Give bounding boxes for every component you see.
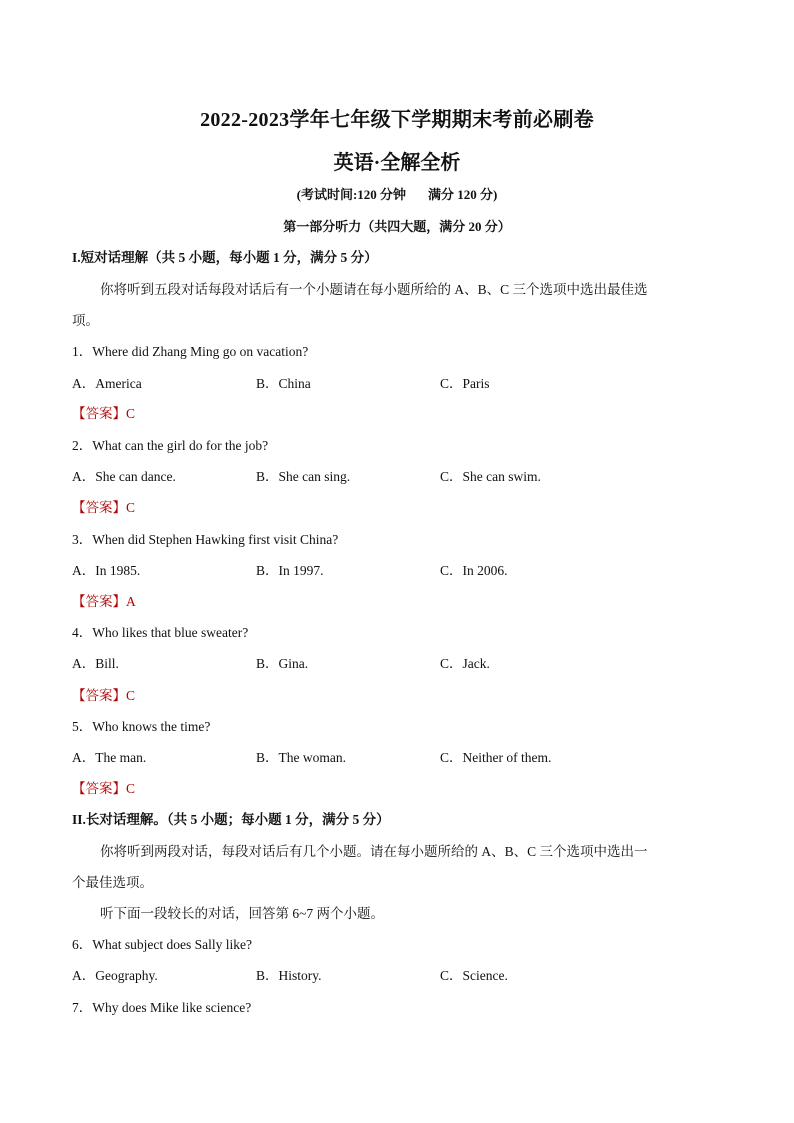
question-6: 6．What subject does Sally like? [72, 937, 252, 952]
question-4: 4．Who likes that blue sweater? [72, 625, 249, 640]
section1-instruction: 你将听到五段对话每段对话后有一个小题请在每小题所给的 A、B、C 三个选项中选出最佳选 [100, 282, 648, 297]
question-3-answer: 【答案】A [72, 594, 136, 609]
question-5-option-b: B．The woman. [256, 750, 346, 765]
question-3-option-b: B．In 1997. [256, 563, 324, 578]
question-1-option-a: A．America [72, 376, 142, 391]
question-2-option-b: B．She can sing. [256, 469, 351, 484]
question-4-option-b: B．Gina. [256, 656, 309, 671]
question-1-answer: 【答案】C [72, 406, 136, 421]
question-3: 3．When did Stephen Hawking first visit China? [72, 532, 339, 547]
section2-heading: II.长对话理解。（共 5 小题；每小题 1 分，满分 5 分） [72, 812, 390, 827]
section2-sub-instruction: 听下面一段较长的对话，回答第 6~7 两个小题。 [100, 906, 385, 921]
part-one-heading: 第一部分听力（共四大题，满分 20 分） [283, 219, 511, 234]
question-3-option-c: C．In 2006. [440, 563, 508, 578]
question-4-answer: 【答案】C [72, 688, 136, 703]
full-score: 满分 120 分) [428, 187, 498, 202]
question-6-option-b: B．History. [256, 968, 322, 983]
exam-time: (考试时间:120 分钟 [296, 187, 407, 202]
document-title: 2022-2023学年七年级下学期期末考前必刷卷 [200, 109, 594, 131]
question-1-option-c: C．Paris [440, 376, 490, 391]
question-7: 7．Why does Mike like science? [72, 1000, 252, 1015]
question-5: 5．Who knows the time? [72, 719, 211, 734]
section1-heading: I.短对话理解（共 5 小题，每小题 1 分，满分 5 分） [72, 250, 378, 265]
question-6-option-a: A．Geography. [72, 968, 158, 983]
question-2: 2．What can the girl do for the job? [72, 438, 269, 453]
question-5-answer: 【答案】C [72, 781, 136, 796]
question-5-option-c: C．Neither of them. [440, 750, 552, 765]
question-3-option-a: A．In 1985. [72, 563, 141, 578]
section2-instruction: 你将听到两段对话，每段对话后有几个小题。请在每小题所给的 A、B、C 三个选项中选出一 [100, 844, 648, 859]
question-5-option-a: A．The man. [72, 750, 147, 765]
question-4-option-c: C．Jack. [440, 656, 490, 671]
question-2-option-c: C．She can swim. [440, 469, 541, 484]
question-2-option-a: A．She can dance. [72, 469, 176, 484]
question-4-option-a: A．Bill. [72, 656, 119, 671]
question-2-answer: 【答案】C [72, 500, 136, 515]
section2-instruction-cont: 个最佳选项。 [72, 875, 153, 890]
document-subtitle: 英语·全解全析 [333, 152, 461, 174]
section1-instruction-cont: 项。 [72, 313, 99, 328]
question-6-option-c: C．Science. [440, 968, 508, 983]
question-1: 1．Where did Zhang Ming go on vacation? [72, 344, 309, 359]
question-1-option-b: B．China [256, 376, 311, 391]
exam-meta [0, 184, 794, 203]
